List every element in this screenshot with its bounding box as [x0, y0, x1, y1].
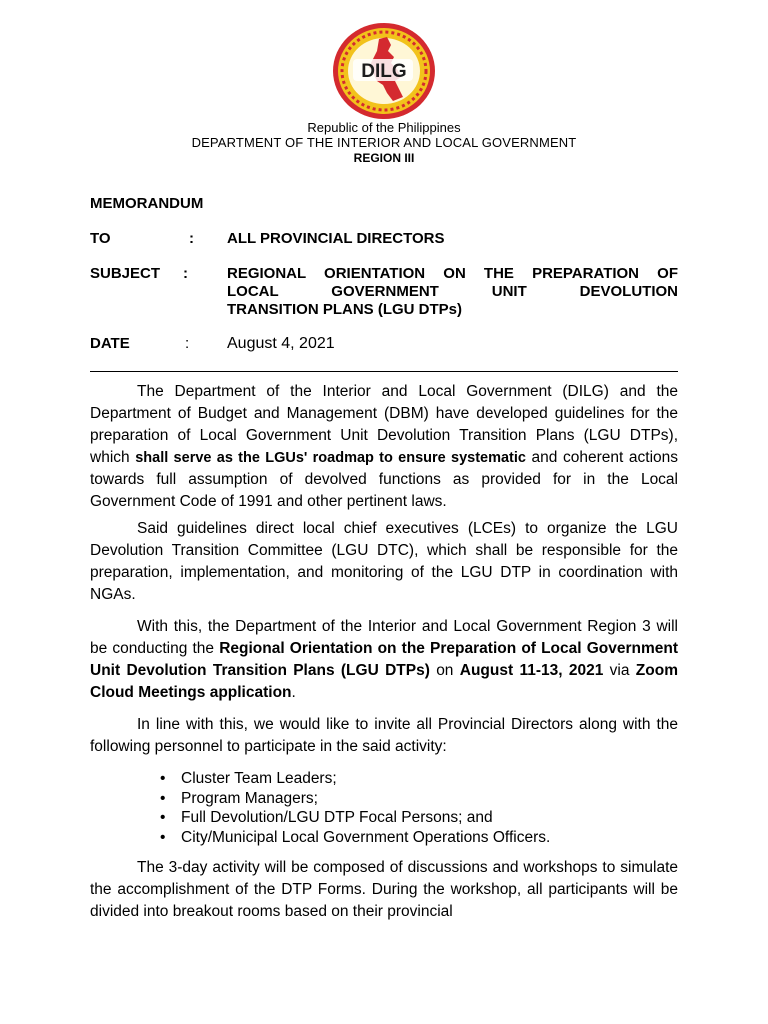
p3-text-f: Zoom Cloud Meetings application — [90, 662, 678, 701]
to-label: TO — [90, 230, 111, 247]
p1-text-a: The Department of the Interior and Local Government (DILG) and the Department of Budget and Management (DBM) have developed guidelines for the preparation of Local Government Unit Devolution Transition Plans (LGU DTPs), which — [90, 383, 678, 466]
personnel-list — [160, 769, 550, 847]
seal-text: DILG — [361, 61, 407, 82]
to-colon: : — [189, 230, 194, 247]
list-item: • Program Managers; — [160, 789, 550, 809]
list-item: • Cluster Team Leaders; — [160, 769, 550, 789]
dilg-seal-logo — [331, 21, 437, 121]
p3-text-b: Regional Orientation on the Preparation of Local Government Unit Devolution Transition Plans (LGU DTPs) — [90, 640, 679, 679]
date-value: August 4, 2021 — [227, 335, 335, 352]
p3-text-a: With this, the Department of the Interior and Local Government Region 3 will be conducting the — [90, 618, 678, 657]
subject-value — [227, 265, 678, 319]
header-department: DEPARTMENT OF THE INTERIOR AND LOCAL GOVERNMENT — [191, 135, 577, 150]
p1-text-c: and coherent actions towards full assumption of devolved functions as provided for in the Local Government Code of 1991 and other pertinent laws. — [90, 449, 679, 510]
subject-colon: : — [183, 265, 188, 282]
date-label: DATE — [90, 335, 130, 352]
subject-line-1: REGIONAL ORIENTATION ON THE PREPARATION OF — [227, 265, 678, 282]
header-divider — [90, 371, 678, 372]
p3-text-e: via — [603, 662, 636, 679]
header-region: REGION III — [353, 151, 415, 165]
p3-text-c: on — [429, 662, 460, 679]
list-item: • Full Devolution/LGU DTP Focal Persons; and — [160, 808, 550, 828]
date-colon: : — [185, 335, 190, 352]
list-item: • City/Municipal Local Government Operations Officers. — [160, 828, 550, 848]
memo-title: MEMORANDUM — [90, 195, 204, 212]
p3-text-g: . — [291, 684, 296, 701]
subject-line-3: TRANSITION PLANS (LGU DTPs) — [227, 301, 462, 318]
dilg-seal-icon — [331, 21, 437, 121]
paragraph-3 — [90, 616, 678, 704]
paragraph-1 — [90, 381, 678, 513]
subject-label: SUBJECT — [90, 265, 161, 282]
p1-text-b: shall serve as the LGUs' roadmap to ensure systematic — [135, 450, 526, 466]
header-republic: Republic of the Philippines — [307, 120, 461, 135]
paragraph-4: In line with this, we would like to invite all Provincial Directors along with the following personnel to participate in the said activity: — [90, 716, 678, 755]
to-value: ALL PROVINCIAL DIRECTORS — [227, 230, 445, 247]
paragraph-2: Said guidelines direct local chief executives (LCEs) to organize the LGU Devolution Transition Committee (LGU DTC), which shall be responsible for the preparation, implementation, and monitoring of the LGU DTP in coordination with NGAs. — [90, 520, 678, 603]
p3-text-d: August 11-13, 2021 — [459, 662, 604, 679]
subject-line-2: LOCAL GOVERNMENT UNIT DEVOLUTION — [227, 283, 678, 300]
paragraph-5: The 3-day activity will be composed of discussions and workshops to simulate the accomplishment of the DTP Forms. During the workshop, all participants will be divided into breakout rooms based on their provincial — [90, 859, 678, 920]
